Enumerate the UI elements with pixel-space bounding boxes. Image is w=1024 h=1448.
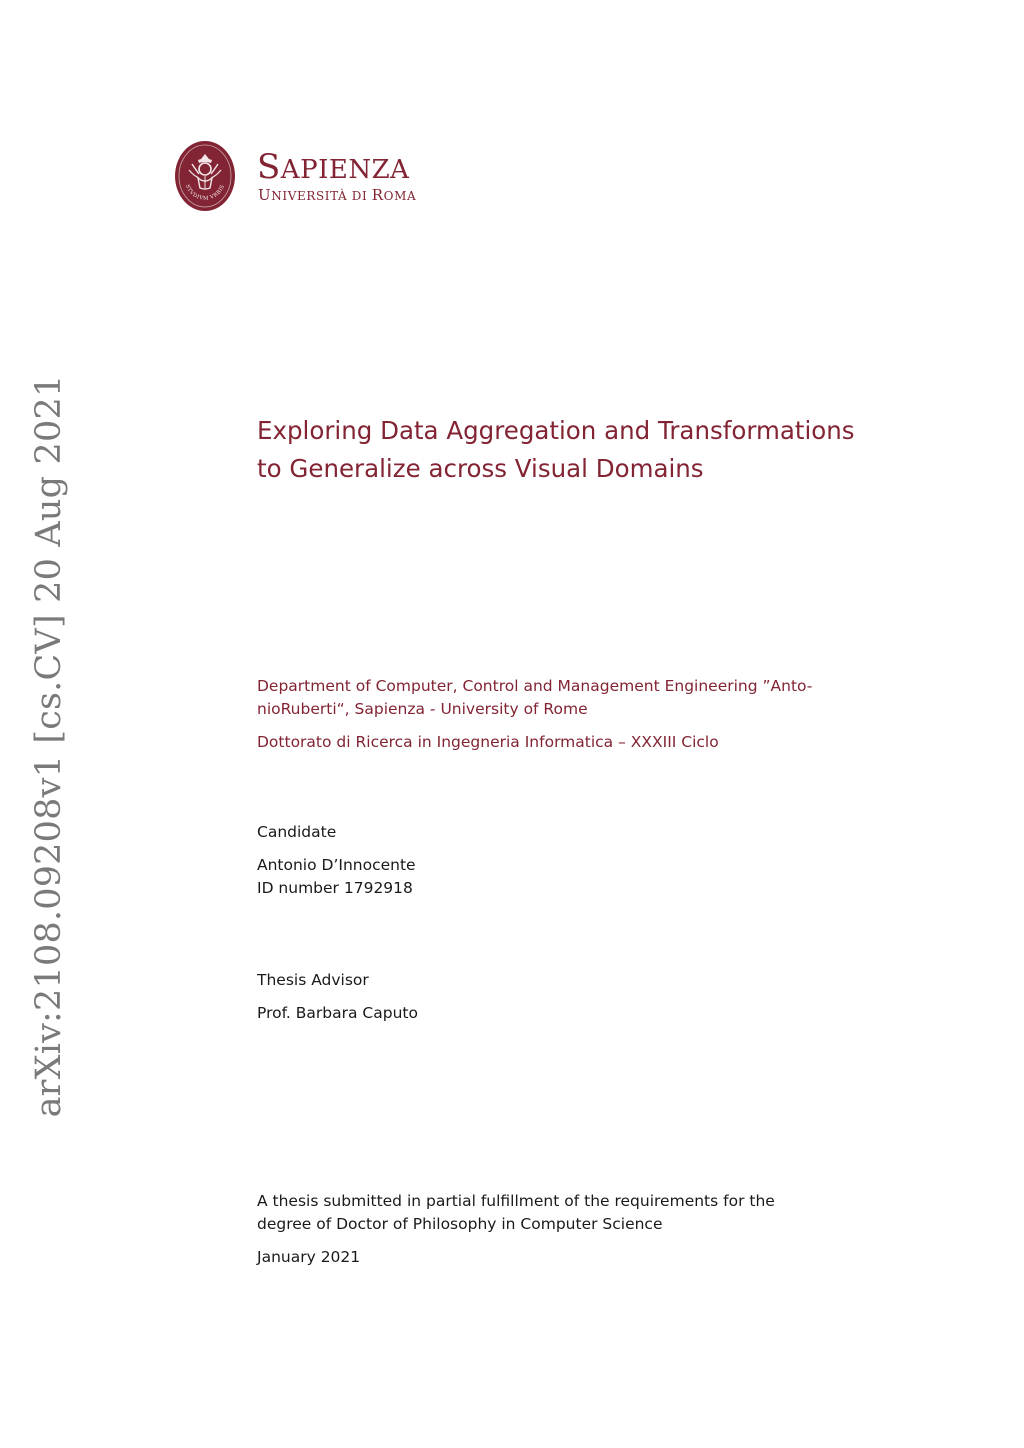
candidate-name: Antonio D’Innocente xyxy=(257,856,416,874)
advisor-label: Thesis Advisor xyxy=(257,971,369,989)
university-subtitle-part-1: U xyxy=(258,186,272,204)
university-logo xyxy=(174,140,436,214)
phd-program: Dottorato di Ricerca in Ingegneria Informatica – XXXIII Ciclo xyxy=(257,733,719,751)
university-name-rest: APIENZA xyxy=(280,155,410,185)
submission-date: January 2021 xyxy=(257,1248,361,1266)
submission-line-1: A thesis submitted in partial fulfillment of the requirements for the xyxy=(257,1192,775,1210)
university-subtitle-part-3: R xyxy=(371,186,384,204)
candidate-section xyxy=(257,821,416,900)
svg-text:STVDIVM VRBIS: STVDIVM VRBIS xyxy=(183,183,227,202)
department-line-1: Department of Computer, Control and Management Engineering ”Anto- xyxy=(257,677,813,695)
university-name xyxy=(257,147,410,187)
arxiv-stamp xyxy=(24,374,74,1118)
arxiv-stamp-text: arXiv:2108.09208v1 [cs.CV] 20 Aug 2021 xyxy=(29,374,69,1118)
university-subtitle-part-4: OMA xyxy=(383,189,417,203)
candidate-id: ID number 1792918 xyxy=(257,879,413,897)
department xyxy=(257,675,857,721)
thesis-title-line-2: to Generalize across Visual Domains xyxy=(257,454,704,483)
department-line-2: nioRuberti“, Sapienza - University of Rome xyxy=(257,700,588,718)
university-subtitle-part-2: NIVERSITÀ DI xyxy=(271,189,372,203)
candidate-label: Candidate xyxy=(257,823,337,841)
university-name-initial: S xyxy=(257,147,281,187)
thesis-title xyxy=(257,412,877,488)
university-subtitle xyxy=(258,188,416,203)
thesis-title-line-1: Exploring Data Aggregation and Transformations xyxy=(257,416,855,445)
submission-line-2: degree of Doctor of Philosophy in Computer Science xyxy=(257,1215,663,1233)
advisor-section xyxy=(257,969,418,1025)
university-seal-icon xyxy=(174,140,236,212)
submission-statement xyxy=(257,1190,775,1269)
advisor-name: Prof. Barbara Caputo xyxy=(257,1004,418,1022)
